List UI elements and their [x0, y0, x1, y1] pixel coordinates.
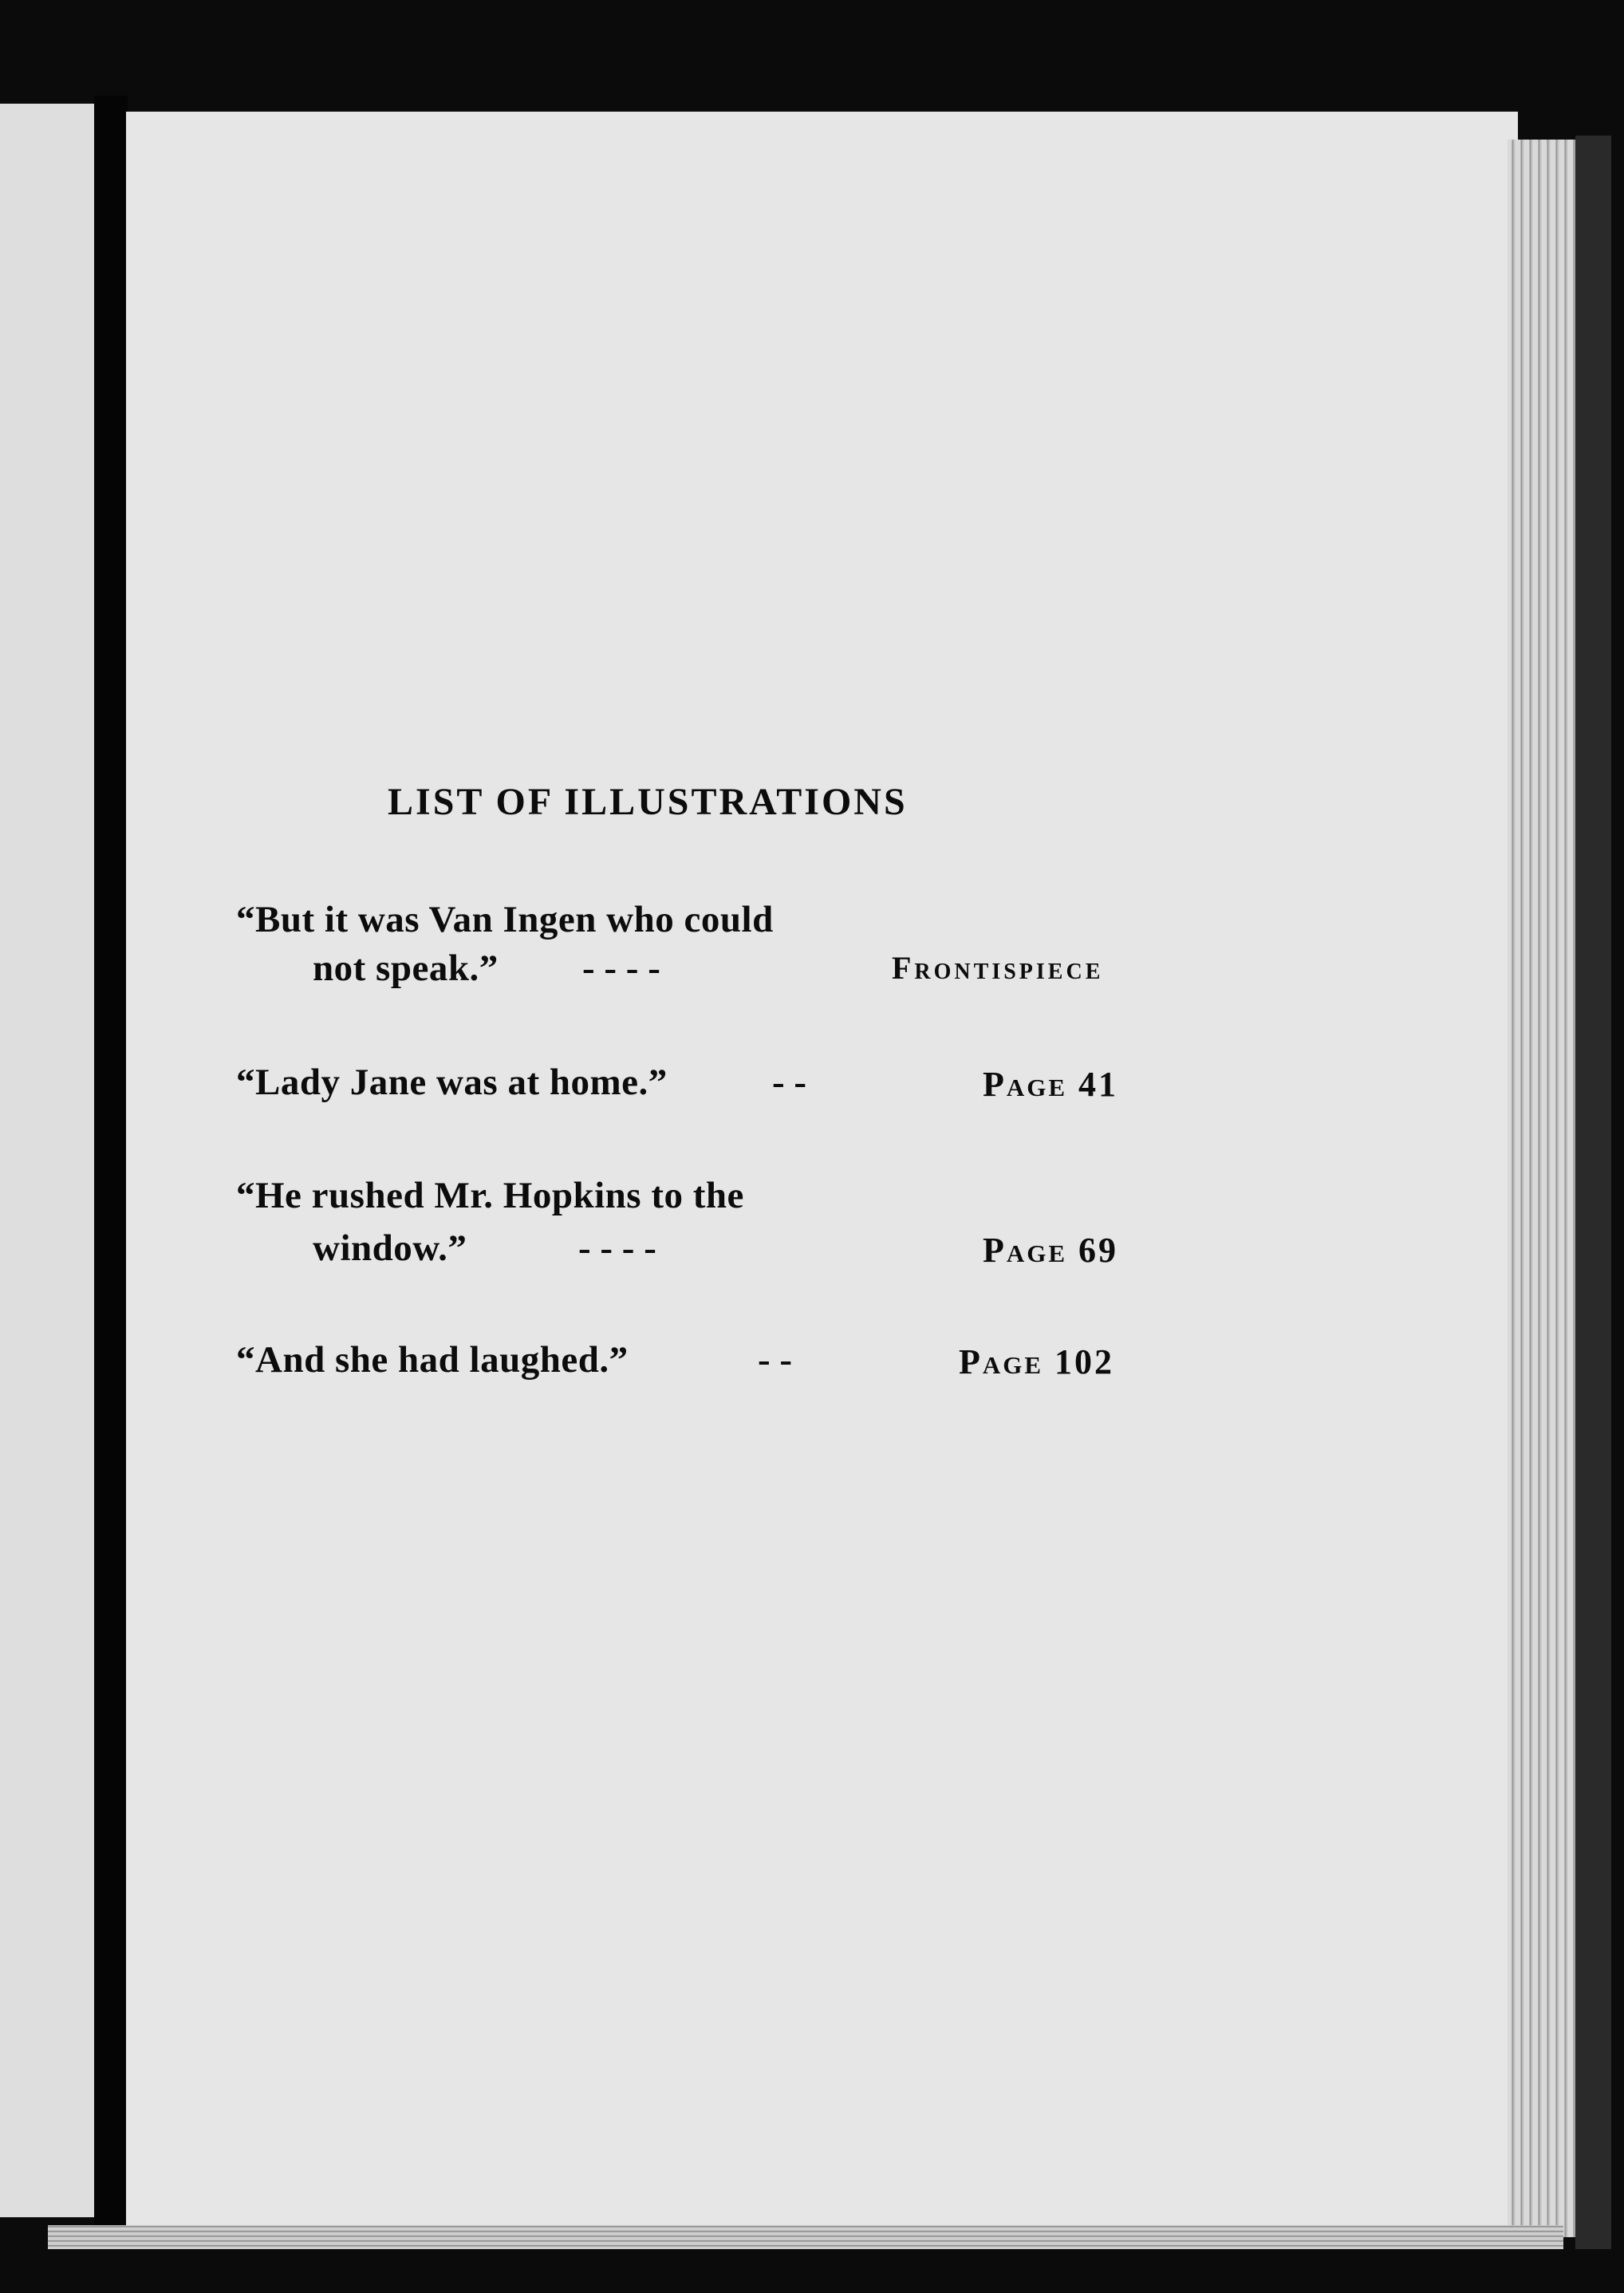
dot-leaders: - - - - [582, 948, 660, 989]
dot-leaders: - - [772, 1062, 807, 1103]
dot-leaders: - - [758, 1339, 793, 1381]
entry-page-reference: Page 69 [983, 1231, 1119, 1270]
dot-leaders: - - - - [578, 1227, 656, 1269]
entry-page-reference: Page 41 [983, 1065, 1119, 1104]
entry-caption-line: window.” [313, 1227, 467, 1269]
entry-caption-line: “And she had laughed.” [236, 1339, 629, 1381]
entry-page-reference: Frontispiece [892, 950, 1104, 986]
entry-caption-line: not speak.” [313, 948, 499, 989]
entry-page-reference: Page 102 [959, 1342, 1115, 1381]
entry-caption-line: “He rushed Mr. Hopkins to the [236, 1175, 744, 1216]
page-title: LIST OF ILLUSTRATIONS [388, 781, 908, 823]
entry-caption-line: “But it was Van Ingen who could [236, 899, 774, 940]
entry-caption-line: “Lady Jane was at home.” [236, 1062, 668, 1103]
